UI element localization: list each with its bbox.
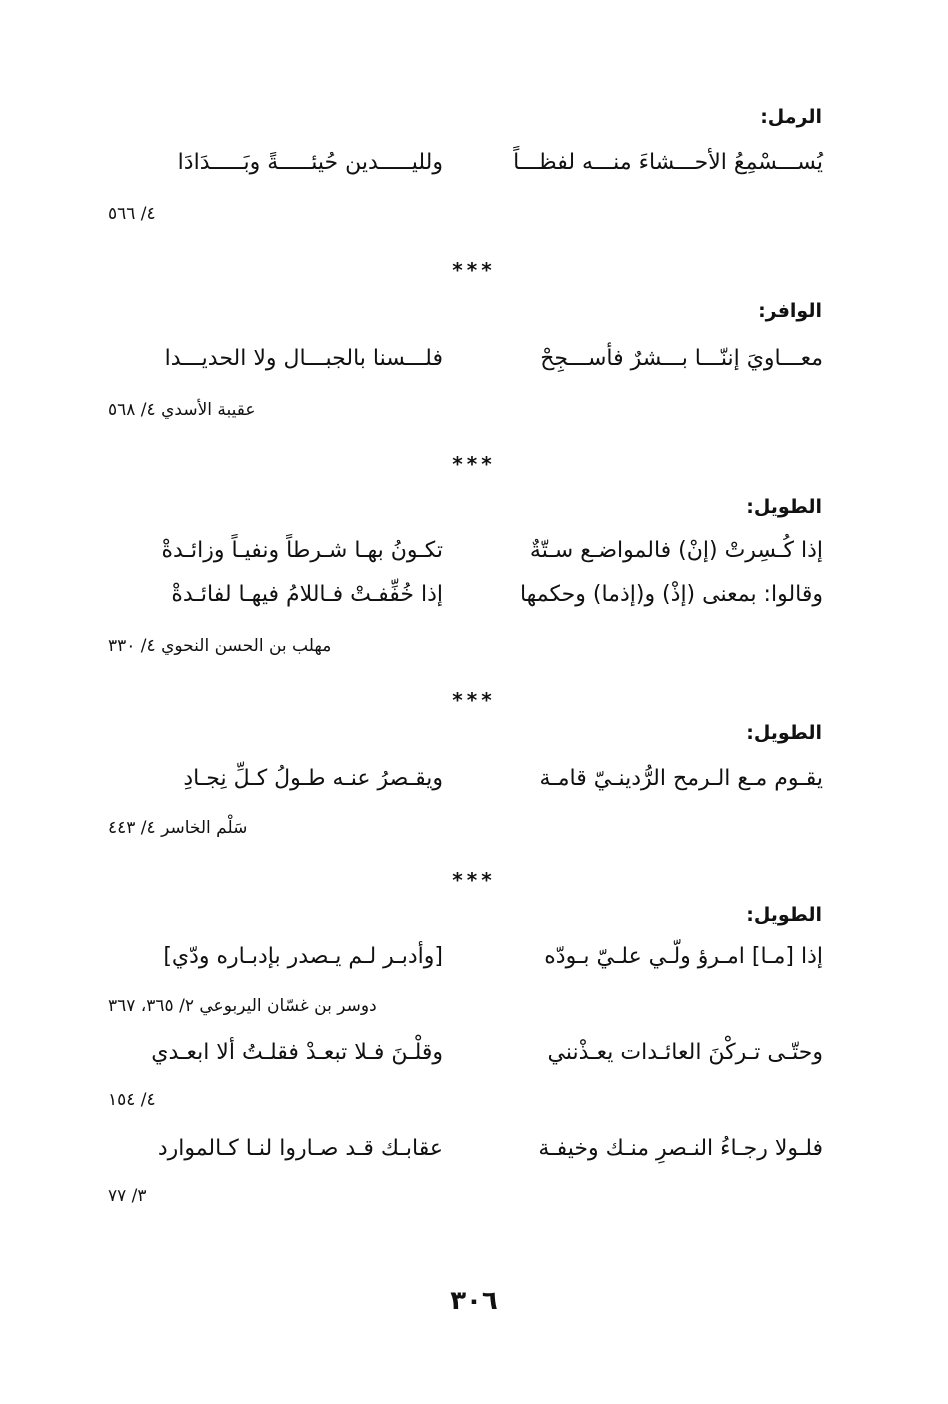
meter-heading: الرمل: (760, 106, 822, 128)
verse-line (108, 1136, 823, 1176)
verse-first-hemistich: وقالوا: بمعنى (إذْ) و(إذما) وحكمها (519, 582, 823, 607)
verse-second-hemistich: تكـونُ بهـا شـرطاً ونفيـاً وزائـدةْ (161, 538, 443, 563)
reference-text: سَلْم الخاسر ٤/ ٤٤٣ (108, 818, 248, 838)
reference-text: ٤/ ١٥٤ (108, 1090, 156, 1110)
verse-line (108, 346, 823, 386)
verse-line (108, 582, 823, 622)
meter-heading: الطويل: (746, 496, 822, 518)
verse-second-hemistich: وقلْـنَ فـلا تبعـدْ فقلـتُ ألا ابعـدي (151, 1040, 443, 1065)
verse-reference (108, 400, 256, 420)
verse-second-hemistich: ويقـصرُ عنـه طـولُ كـلِّ نِجـادِ (183, 766, 443, 791)
meter-heading: الوافر: (758, 300, 822, 322)
verse-second-hemistich: ولليـــــدين حُيئـــــةً وبَـــــدَادَا (177, 150, 443, 175)
verse-line (108, 766, 823, 806)
section-separator: *** (452, 258, 496, 282)
verse-first-hemistich: يقـوم مـع الـرمح الرُّدينـيّ قامـة (539, 766, 823, 791)
verse-line (108, 944, 823, 984)
section-separator: *** (452, 868, 496, 892)
verse-second-hemistich: إذا خُفِّفـتْ فـاللامُ فيهـا لفائـدةْ (171, 582, 443, 607)
reference-text: ٣/ ٧٧ (108, 1186, 147, 1206)
reference-text: عقيبة الأسدي ٤/ ٥٦٨ (108, 400, 256, 420)
verse-reference (108, 204, 156, 224)
verse-reference (108, 636, 331, 656)
verse-reference (108, 996, 377, 1016)
reference-text: دوسر بن غسّان اليربوعي ٢/ ٣٦٥، ٣٦٧ (108, 996, 377, 1016)
verse-first-hemistich: يُســـسْمِعُ الأحـــشاءَ منـــه لفظـــاً (513, 150, 823, 175)
reference-text: مهلب بن الحسن النحوي ٤/ ٣٣٠ (108, 636, 332, 656)
verse-line (108, 150, 823, 190)
verse-line (108, 1040, 823, 1080)
verse-second-hemistich: فلـــسنا بالجبـــال ولا الحديـــدا (164, 346, 443, 371)
reference-text: ٤/ ٥٦٦ (108, 204, 156, 224)
meter-heading: الطويل: (746, 722, 822, 744)
verse-reference (108, 1186, 147, 1206)
verse-reference (108, 818, 247, 838)
meter-heading: الطويل: (746, 904, 822, 926)
section-separator: *** (452, 452, 496, 476)
verse-second-hemistich: [وأدبـر لـم يـصدر بإدبـاره ودّي] (163, 944, 443, 969)
verse-first-hemistich: معـــاويَ إننّـــا بـــشرٌ فأســـجِحْ (540, 346, 823, 371)
verse-first-hemistich: إذا [مـا] امـرؤ ولّـي علـيّ بـودّه (544, 944, 823, 969)
verse-reference (108, 1090, 156, 1110)
verse-second-hemistich: عقابـك قـد صـاروا لنـا كـالموارد (157, 1136, 443, 1161)
verse-first-hemistich: وحتّـى تـركْنَ العائـدات يعـذْنني (547, 1040, 823, 1065)
verse-line (108, 538, 823, 578)
section-separator: *** (452, 688, 496, 712)
page-number: ٣٠٦ (450, 1286, 498, 1316)
verse-first-hemistich: إذا كُـسِرتْ (إنْ) فالمواضـع سـتّةٌ (529, 538, 823, 563)
verse-first-hemistich: فلـولا رجـاءُ النـصرِ منـك وخيفـة (538, 1136, 823, 1161)
